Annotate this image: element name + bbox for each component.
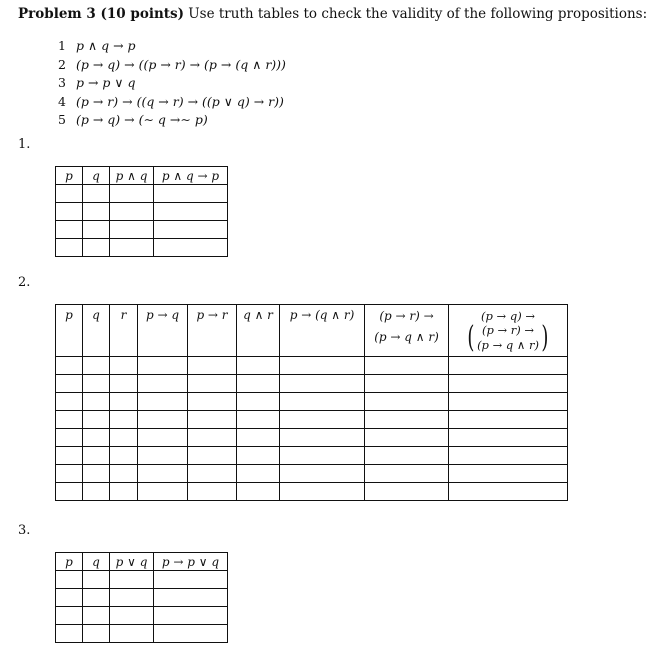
header-cell: q [83,305,110,357]
proposition-list [58,37,286,130]
header-cell: p ∧ q [110,167,154,185]
header-cell: p [56,553,83,571]
nested-expression: ( (p → r) → (p → q ∧ r) ) [467,319,549,355]
instructions: Use truth tables to check the validity of the following propositions: [188,6,648,22]
truth-table-1 [55,166,228,257]
header-cell: p → (q ∧ r) [280,305,365,357]
table-row [56,375,568,393]
proposition-5: 5 (p → q) → (∼ q →∼ p) [58,112,208,127]
table-row [56,203,228,221]
table-row [56,429,568,447]
header-cell: p [56,167,83,185]
proposition-2: 2 (p → q) → ((p → r) → (p → (q ∧ r))) [58,56,286,72]
table-row [56,589,228,607]
truth-table-2 [55,304,568,501]
header-cell: q [83,167,110,185]
section-2-label: 2. [18,275,31,290]
proposition-1: 1 p ∧ q → p [58,38,136,53]
header-cell: q ∧ r [237,305,280,357]
header-cell: r [110,305,138,357]
table-row [56,607,228,625]
header-cell: p [56,305,83,357]
section-3-label: 3. [18,523,31,538]
table-row [56,571,228,589]
header-cell: q [83,553,110,571]
problem-label: Problem 3 (10 points) [18,6,184,22]
problem-heading [18,6,647,22]
table-row [56,357,568,375]
right-paren: ) [541,319,549,355]
table-row [56,447,568,465]
section-1-label: 1. [18,137,31,152]
header-cell: p ∨ q [110,553,154,571]
proposition-4: 4 (p → r) → ((q → r) → ((p ∨ q) → r)) [58,93,284,109]
header-cell: p → r [188,305,237,357]
header-cell: (p → q) → ( (p → r) → (p → q ∧ r) ) [449,305,568,357]
header-cell: p → p ∨ q [154,553,228,571]
truth-table-3 [55,552,228,643]
table-row [56,185,228,203]
header-cell: p → q [138,305,188,357]
table-header-row [56,305,568,357]
table-row [56,465,568,483]
table-header-row [56,167,228,185]
header-cell: p ∧ q → p [154,167,228,185]
table-row [56,411,568,429]
table-row [56,221,228,239]
table-row [56,483,568,501]
table-row [56,239,228,257]
table-row [56,393,568,411]
header-cell: (p → r) → (p → q ∧ r) [365,305,449,357]
proposition-3: 3 p → p ∨ q [58,75,136,90]
left-paren: ( [467,319,475,355]
table-header-row [56,553,228,571]
table-row [56,625,228,643]
